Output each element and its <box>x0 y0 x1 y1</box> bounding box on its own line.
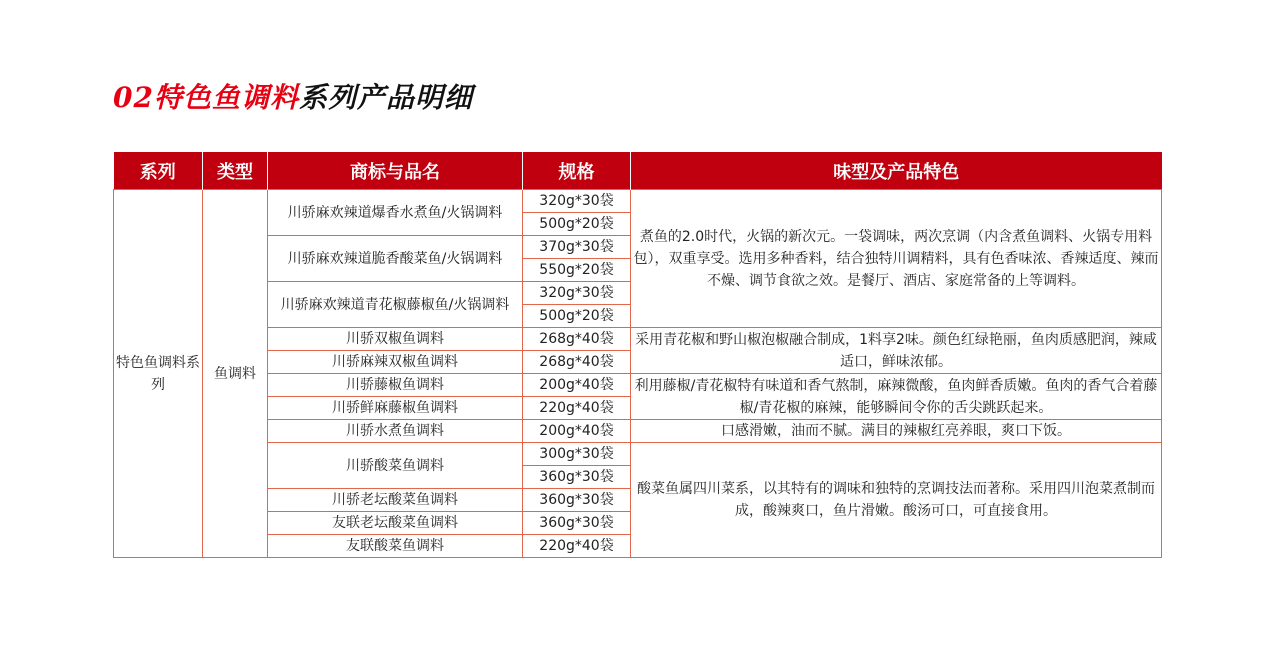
product-spec: 200g*40袋 <box>523 420 631 443</box>
product-spec: 360g*30袋 <box>523 489 631 512</box>
product-name: 川骄老坛酸菜鱼调料 <box>268 489 523 512</box>
header-features: 味型及产品特色 <box>631 152 1162 190</box>
product-name: 川骄麻欢辣道爆香水煮鱼/火锅调料 <box>268 190 523 236</box>
product-spec: 360g*30袋 <box>523 466 631 489</box>
type-cell <box>203 190 268 558</box>
product-name: 川骄藤椒鱼调料 <box>268 374 523 397</box>
table-row <box>114 420 1162 443</box>
product-spec: 268g*40袋 <box>523 351 631 374</box>
page-title <box>113 78 473 118</box>
table-header-row <box>114 152 1162 190</box>
product-spec: 200g*40袋 <box>523 374 631 397</box>
table-row <box>114 374 1162 397</box>
table-row <box>114 443 1162 466</box>
product-description: 酸菜鱼属四川菜系，以其特有的调味和独特的烹调技法而著称。采用四川泡菜煮制而成，酸辣爽口，鱼片滑嫩。酸汤可口，可直接食用。 <box>631 443 1162 558</box>
product-name: 川骄酸菜鱼调料 <box>268 443 523 489</box>
product-description: 煮鱼的2.0时代，火锅的新次元。一袋调味，两次烹调（内含煮鱼调料、火锅专用料包），双重享受。选用多种香料，结合独特川调精料，具有色香味浓、香辣适度、辣而不燥、调节食欲之效。是餐厅、酒店、家庭常备的上等调料。 <box>631 190 1162 328</box>
header-spec: 规格 <box>523 152 631 190</box>
product-description: 利用藤椒/青花椒特有味道和香气熬制，麻辣微酸，鱼肉鲜香质嫩。鱼肉的香气合着藤椒/青花椒的麻辣，能够瞬间令你的舌尖跳跃起来。 <box>631 374 1162 420</box>
product-spec: 320g*30袋 <box>523 282 631 305</box>
page-title-rest: 系列产品明细 <box>298 81 473 114</box>
product-spec: 320g*30袋 <box>523 190 631 213</box>
product-spec: 360g*30袋 <box>523 512 631 535</box>
series-cell <box>114 190 203 558</box>
header-series: 系列 <box>114 152 203 190</box>
product-name: 友联酸菜鱼调料 <box>268 535 523 558</box>
product-name: 川骄麻辣双椒鱼调料 <box>268 351 523 374</box>
product-name: 友联老坛酸菜鱼调料 <box>268 512 523 535</box>
product-description: 口感滑嫩，油而不腻。满目的辣椒红亮养眼，爽口下饭。 <box>631 420 1162 443</box>
product-spec: 370g*30袋 <box>523 236 631 259</box>
product-name: 川骄水煮鱼调料 <box>268 420 523 443</box>
table-row <box>114 328 1162 351</box>
product-spec: 500g*20袋 <box>523 213 631 236</box>
product-spec: 220g*40袋 <box>523 535 631 558</box>
header-type: 类型 <box>203 152 268 190</box>
series-label: 特色鱼调料系列 <box>116 354 200 393</box>
product-name: 川骄双椒鱼调料 <box>268 328 523 351</box>
product-description: 采用青花椒和野山椒泡椒融合制成，1料享2味。颜色红绿艳丽，鱼肉质感肥润，辣咸适口，鲜味浓郁。 <box>631 328 1162 374</box>
product-table <box>113 152 1162 558</box>
header-product-name: 商标与品名 <box>268 152 523 190</box>
product-spec: 550g*20袋 <box>523 259 631 282</box>
product-spec: 268g*40袋 <box>523 328 631 351</box>
product-spec: 500g*20袋 <box>523 305 631 328</box>
product-name: 川骄麻欢辣道青花椒藤椒鱼/火锅调料 <box>268 282 523 328</box>
product-name: 川骄鲜麻藤椒鱼调料 <box>268 397 523 420</box>
type-label: 鱼调料 <box>214 365 256 382</box>
product-spec: 220g*40袋 <box>523 397 631 420</box>
table-row <box>114 190 1162 213</box>
product-spec: 300g*30袋 <box>523 443 631 466</box>
page-title-highlight: 02特色鱼调料 <box>113 81 299 114</box>
product-name: 川骄麻欢辣道脆香酸菜鱼/火锅调料 <box>268 236 523 282</box>
